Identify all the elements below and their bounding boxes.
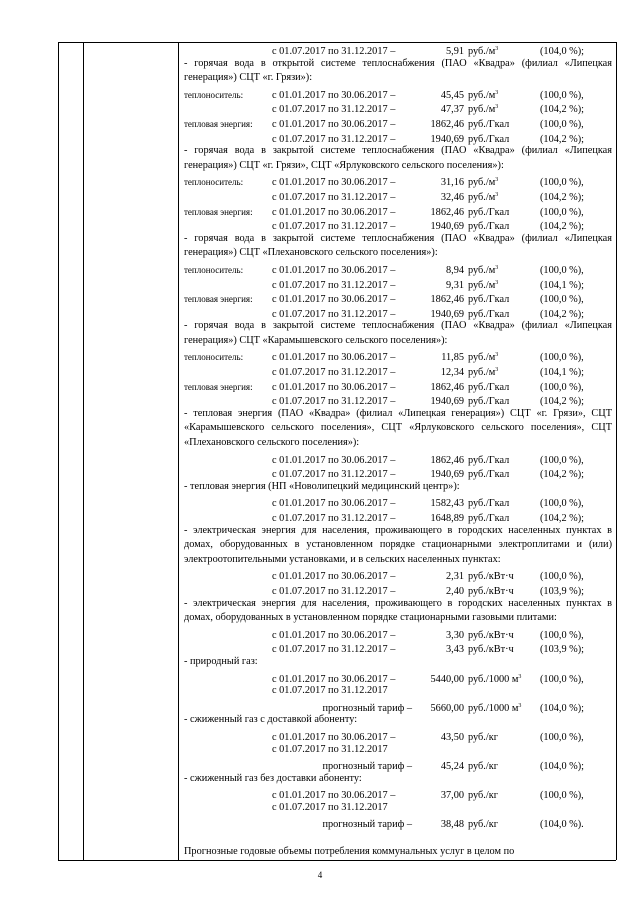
tariff-period: с 01.01.2017 по 30.06.2017 – [272,264,396,276]
tariff-percent: (104,0 %). [540,819,584,831]
tariff-value: 31,16 [440,177,464,189]
tariff-percent: (100,0 %), [540,790,584,802]
tariff-row [184,305,612,320]
tariff-percent: (100,0 %), [540,177,584,189]
tariff-unit: руб./кВт·ч [468,585,514,597]
tariff-unit: руб./Гкал [468,221,510,233]
tariff-unit: руб./м [468,264,496,276]
tariff-row [184,494,612,509]
tariff-value: 45,24 [440,761,464,773]
tariff-unit: руб./Гкал [468,498,510,510]
tariff-value: 2,40 [445,585,464,597]
tariff-unit: руб./м [468,89,496,101]
tariff-value: 12,34 [440,367,464,379]
tariff-label: теплоноситель: [184,177,244,188]
tariff-value: 3,30 [445,629,464,641]
tariff-value: 1862,46 [430,454,464,466]
tariff-value: 1862,46 [430,381,464,393]
tariff-category: - электрическая энергия для населения, проживающего в городских населенных пунктах в домах, оборудованных в установленном порядке стационарными газовыми плитами: [184,597,612,624]
unit-superscript: 3 [495,191,499,198]
unit-superscript: 3 [495,177,499,184]
tariff-value: 3,43 [445,644,464,656]
tariff-value: 1940,69 [430,133,464,145]
tariff-period: с 01.01.2017 по 30.06.2017 – [272,294,396,306]
tariff-unit: руб./Гкал [468,396,510,408]
tariff-row [184,640,612,655]
tariff-percent: (104,2 %); [540,513,585,524]
tariff-label: тепловая энергия: [184,118,253,129]
tariff-row [184,378,612,393]
table-col-border-3 [178,42,179,860]
tariff-percent: (104,2 %); [540,104,585,116]
tariff-period: с 01.07.2017 по 31.12.2017 – [272,644,396,656]
tariff-unit: руб./кВт·ч [468,571,514,583]
tariff-row [184,203,612,218]
tariff-percent: (104,1 %); [540,367,585,379]
tariff-row [184,188,612,203]
tariff-period: с 01.01.2017 по 30.06.2017 – [272,118,396,130]
tariff-unit: руб./м [468,279,496,291]
tariff-unit: руб./м [468,191,496,203]
tariff-value: 1940,69 [430,221,464,233]
page-number: 4 [317,870,323,880]
tariff-value: 1582,43 [430,498,464,510]
tariff-value: 37,00 [440,790,464,802]
tariff-percent: (104,0 %); [540,702,585,714]
tariff-value: 1862,46 [430,206,464,218]
tariff-row [184,348,612,363]
tariff-value: 1648,89 [430,513,464,524]
tariff-percent: (100,0 %), [540,498,584,510]
tariff-row [184,582,612,597]
tariff-unit: руб./Гкал [468,381,510,393]
tariff-category: - горячая вода в закрытой системе теплоснабжения (ПАО «Квадра» (филиал «Липецкая генерация») СЦТ «г. Грязи», СЦТ «Ярлуковского сельского поселения»): [184,145,612,171]
tariff-unit: руб./м [468,46,496,57]
tariff-row [184,699,612,714]
tariff-percent: (104,1 %); [540,279,585,291]
tariff-category: - горячая вода в закрытой системе теплоснабжения (ПАО «Квадра» (филиал «Липецкая генерация») СЦТ «Карамышевского сельского поселения»): [184,320,612,346]
tariff-value: 1940,69 [430,308,464,320]
table-bottom-border [58,860,616,861]
tariff-value: 5,91 [445,46,464,57]
tariff-percent: (103,9 %); [540,644,585,656]
tariff-period: с 01.07.2017 по 31.12.2017 – [272,367,396,379]
unit-superscript: 3 [495,104,499,111]
tariff-period: с 01.01.2017 по 30.06.2017 – [272,177,396,189]
tariff-value: 1940,69 [430,469,464,481]
paragraph: Прогнозные годовые объемы потребления коммунальных услуг в целом по [184,845,515,857]
tariff-period: с 01.07.2017 по 31.12.2017 [272,685,388,697]
tariff-period: прогнозный тариф – [322,761,412,773]
tariff-label: теплоноситель: [184,264,244,275]
tariff-value: 45,45 [440,89,464,101]
tariff-percent: (104,0 %); [540,761,585,773]
tariff-period: с 01.01.2017 по 30.06.2017 – [272,352,396,364]
tariff-category: - горячая вода в закрытой системе теплоснабжения (ПАО «Квадра» (филиал «Липецкая генерация») СЦТ «Плехановского сельского поселения»): [184,232,612,259]
tariff-period: с 01.01.2017 по 30.06.2017 – [272,89,396,101]
tariff-unit: руб./кг [468,731,498,743]
tariff-row [184,509,612,524]
tariff-period: с 01.07.2017 по 31.12.2017 – [272,396,396,408]
tariff-label: тепловая энергия: [184,294,253,305]
tariff-value: 11,85 [441,352,464,364]
tariff-category: - сжиженный газ с доставкой абоненту: [184,714,358,726]
tariff-list [184,42,612,859]
tariff-period: с 01.07.2017 по 31.12.2017 – [272,104,396,116]
tariff-label: теплоноситель: [184,352,244,363]
tariff-unit: руб./кг [468,819,498,831]
unit-superscript: 3 [495,264,499,271]
tariff-row [184,567,612,582]
table-col-border-2 [83,42,84,860]
tariff-percent: (100,0 %), [540,381,584,393]
unit-superscript: 3 [495,89,499,96]
tariff-unit: руб./м [468,177,496,189]
tariff-period: с 01.01.2017 по 30.06.2017 – [272,673,396,685]
tariff-value: 2,31 [445,571,464,583]
tariff-unit-cell [468,728,540,746]
tariff-unit: руб./Гкал [468,118,510,130]
tariff-value: 9,31 [445,279,464,291]
tariff-percent: (104,2 %); [540,396,585,408]
tariff-percent: (100,0 %), [540,89,584,101]
tariff-period: с 01.01.2017 по 30.06.2017 – [272,381,396,393]
tariff-value: 38,48 [440,819,464,831]
unit-superscript: 3 [495,46,499,52]
tariff-unit: руб./кВт·ч [468,644,514,656]
tariff-percent: (100,0 %), [540,206,584,218]
tariff-period: прогнозный тариф – [322,702,412,714]
tariff-value: 5440,00 [430,673,464,685]
tariff-period: с 01.01.2017 по 30.06.2017 – [272,454,396,466]
unit-superscript: 3 [495,367,499,374]
tariff-period: с 01.07.2017 по 31.12.2017 – [272,191,396,203]
tariff-percent: (100,0 %), [540,454,584,466]
tariff-row [184,290,612,305]
unit-superscript: 3 [495,352,499,359]
tariff-percent: (100,0 %), [540,731,584,743]
tariff-percent: (103,9 %); [540,585,585,597]
tariff-unit: руб./кг [468,790,498,802]
tariff-unit: руб./Гкал [468,513,510,524]
tariff-row [184,392,612,407]
table-col-border-1 [58,42,59,860]
tariff-unit: руб./м [468,104,496,116]
tariff-value: 32,46 [440,191,464,203]
tariff-category: - сжиженный газ без доставки абоненту: [184,772,362,784]
tariff-unit: руб./м [468,352,496,364]
tariff-label: теплоноситель: [184,89,244,100]
tariff-percent: (100,0 %), [540,118,584,130]
tariff-percent: (104,2 %); [540,469,585,481]
tariff-period: с 01.07.2017 по 31.12.2017 – [272,513,396,524]
tariff-value: 43,50 [440,731,464,743]
tariff-period: прогнозный тариф – [322,819,412,831]
tariff-unit-cell [468,786,540,804]
tariff-category: - тепловая энергия (НП «Новолипецкий медицинский центр»): [184,480,460,492]
tariff-row [184,757,612,772]
tariff-unit: руб./Гкал [468,294,510,306]
tariff-row [184,100,612,115]
tariff-label: тепловая энергия: [184,206,253,217]
tariff-period: с 01.07.2017 по 31.12.2017 – [272,279,396,291]
unit-superscript: 3 [495,279,499,286]
tariff-period: с 01.01.2017 по 30.06.2017 – [272,498,396,510]
tariff-percent: (100,0 %), [540,294,584,306]
tariff-unit: руб./м [468,367,496,379]
tariff-period: с 01.07.2017 по 31.12.2017 – [272,133,396,145]
tariff-unit: руб./Гкал [468,469,510,481]
tariff-row [184,815,612,830]
tariff-row [184,451,612,466]
tariff-category: - природный газ: [184,655,258,667]
tariff-unit-cell [468,670,540,688]
tariff-row [184,465,612,480]
tariff-period: с 01.07.2017 по 31.12.2017 – [272,469,396,481]
tariff-percent: (100,0 %), [540,264,584,276]
tariff-label: тепловая энергия: [184,381,253,392]
tariff-period: с 01.01.2017 по 30.06.2017 – [272,571,396,583]
tariff-category: - горячая вода в открытой системе теплоснабжения (ПАО «Квадра» (филиал «Липецкая генерация») СЦТ «г. Грязи»): [184,57,612,84]
tariff-row [184,276,612,291]
tariff-percent: (104,0 %); [540,46,585,57]
tariff-period: с 01.07.2017 по 31.12.2017 – [272,585,396,597]
tariff-value: 8,94 [445,264,464,276]
tariff-period: с 01.07.2017 по 31.12.2017 [272,743,388,755]
unit-superscript: 3 [518,673,522,680]
tariff-percent: (104,2 %); [540,133,585,145]
tariff-row [184,115,612,130]
tariff-period: с 01.01.2017 по 30.06.2017 – [272,206,396,218]
unit-superscript: 3 [518,702,522,709]
tariff-unit: руб./кг [468,761,498,773]
tariff-percent: (104,2 %); [540,308,585,320]
tariff-period: с 01.01.2017 по 30.06.2017 – [272,731,396,743]
tariff-percent: (100,0 %), [540,352,584,364]
tariff-value: 5660,00 [430,702,464,714]
tariff-unit: руб./Гкал [468,206,510,218]
tariff-unit: руб./1000 м [468,702,519,714]
tariff-period: с 01.07.2017 по 31.12.2017 – [272,308,396,320]
tariff-period: с 01.07.2017 по 31.12.2017 – [272,46,396,57]
tariff-percent: (104,2 %); [540,191,585,203]
tariff-category: - электрическая энергия для населения, проживающего в городских населенных пунктах в домах, оборудованных в установленном порядке стационарными электроплитами и (или) электроотопительными установками, и в сельских населенных пунктах: [184,524,612,565]
tariff-value: 1940,69 [430,396,464,408]
tariff-row [184,217,612,232]
tariff-row [184,86,612,101]
tariff-category: - тепловая энергия (ПАО «Квадра» (филиал «Липецкая генерация») СЦТ «г. Грязи», СЦТ «Карамышевского сельского поселения», СЦТ «Ярлуковского сельского поселения», СЦТ «Плехановского сельского поселения»): [184,407,612,449]
tariff-percent: (100,0 %), [540,571,584,583]
tariff-unit: руб./Гкал [468,454,510,466]
tariff-row [184,786,612,801]
tariff-row [184,42,612,57]
tariff-unit: руб./Гкал [468,133,510,145]
tariff-row [184,626,612,641]
tariff-row [184,363,612,378]
tariff-row [184,728,612,743]
tariff-row [184,173,612,188]
tariff-percent: (100,0 %), [540,629,584,641]
table-col-border-4 [616,42,617,860]
tariff-unit: руб./Гкал [468,308,510,320]
tariff-value: 47,37 [440,104,464,116]
tariff-unit-cell [468,815,540,833]
tariff-percent: (100,0 %), [540,673,584,685]
tariff-value: 1862,46 [430,294,464,306]
tariff-unit: руб./1000 м [468,673,519,685]
tariff-period: с 01.07.2017 по 31.12.2017 [272,801,388,813]
tariff-row [184,261,612,276]
tariff-percent: (104,2 %); [540,221,585,233]
tariff-period: с 01.01.2017 по 30.06.2017 – [272,790,396,802]
tariff-period: с 01.01.2017 по 30.06.2017 – [272,629,396,641]
tariff-period: с 01.07.2017 по 31.12.2017 – [272,221,396,233]
tariff-unit: руб./кВт·ч [468,629,514,641]
tariff-row [184,130,612,145]
tariff-value: 1862,46 [430,118,464,130]
tariff-row [184,670,612,685]
